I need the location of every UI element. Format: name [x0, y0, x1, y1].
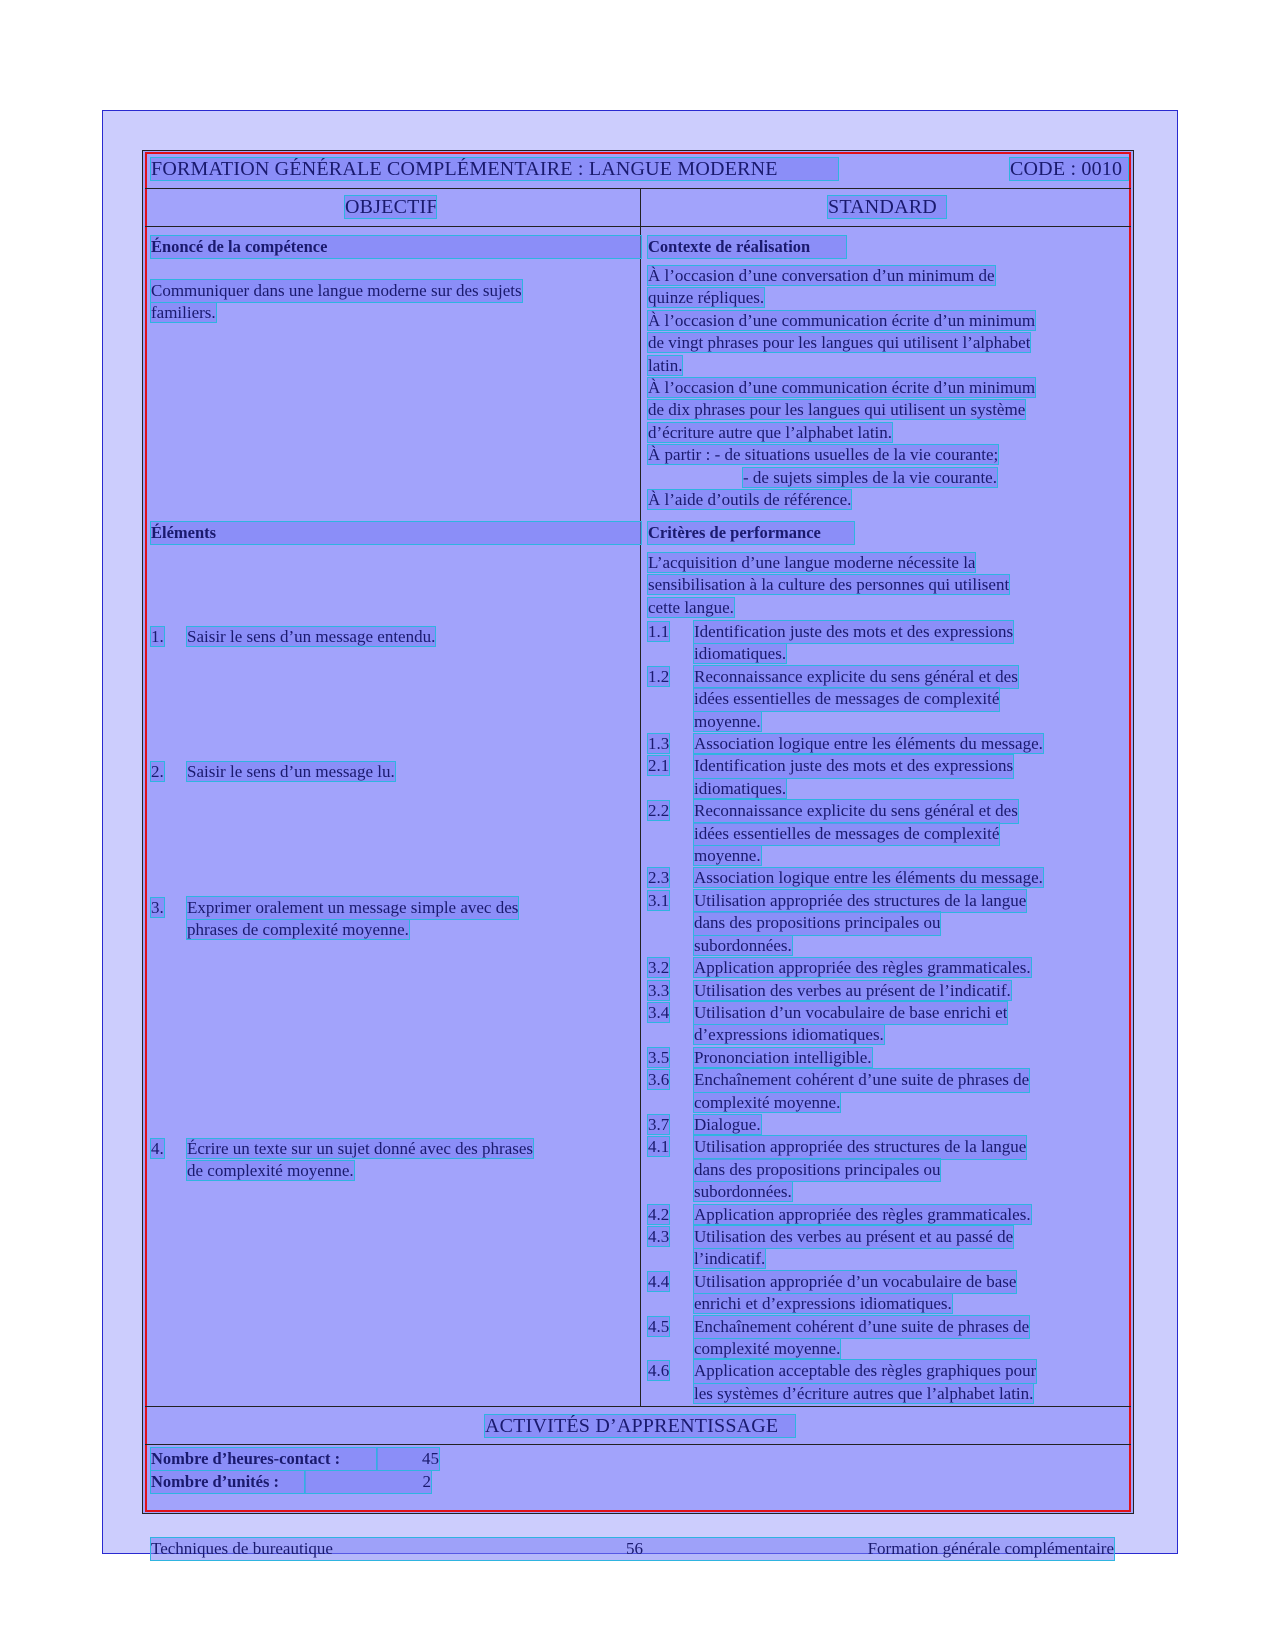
activities-title: ACTIVITÉS D’APPRENTISSAGE	[485, 1415, 795, 1437]
page-footer	[151, 1538, 1114, 1560]
context-line: À l’occasion d’une communication écrite d’un minimum	[648, 310, 1036, 330]
criterion-1-2	[648, 666, 1126, 733]
criterion-text: Dialogue.	[694, 1114, 761, 1134]
criterion-text: subordonnées.	[694, 1182, 792, 1202]
criterion-text: Utilisation appropriée des structures de la langue	[694, 890, 1026, 912]
criterion-4-6	[648, 1360, 1126, 1405]
context-line: À l’occasion d’une communication écrite d’un minimum	[648, 378, 1036, 398]
criterion-text: Application appropriée des règles grammaticales.	[694, 1204, 1031, 1224]
element-item	[151, 897, 631, 942]
criterion-text: d’expressions idiomatiques.	[694, 1025, 884, 1045]
criterion-2-3	[648, 867, 1126, 889]
columns-vertical-divider	[640, 188, 641, 226]
criterion-number: 4.1	[648, 1137, 670, 1157]
context-line: latin.	[648, 355, 683, 375]
criteria-intro-line: sensibilisation à la culture des personnes qui utilisent	[648, 575, 1010, 595]
criterion-number: 1.3	[648, 734, 670, 754]
form-title: FORMATION GÉNÉRALE COMPLÉMENTAIRE : LANGUE MODERNE	[151, 158, 838, 180]
course-code: CODE : 0010	[1010, 158, 1128, 180]
criterion-text: Identification juste des mots et des expressions	[694, 755, 1013, 777]
criterion-number: 3.7	[648, 1114, 670, 1134]
criteria-intro-line: cette langue.	[648, 597, 734, 617]
criterion-text: Utilisation d’un vocabulaire de base enrichi et	[694, 1002, 1007, 1024]
element-text: Saisir le sens d’un message entendu.	[187, 627, 436, 646]
element-number: 2.	[151, 762, 164, 781]
context-line: - de sujets simples de la vie courante.	[743, 467, 997, 487]
criterion-number: 2.2	[648, 801, 670, 821]
footer-section: Formation générale complémentaire	[867, 1539, 1114, 1558]
criteria-intro-line: L’acquisition d’une langue moderne nécessite la	[648, 553, 976, 572]
criterion-3-7	[648, 1114, 1126, 1136]
context-line: de vingt phrases pour les langues qui utilisent l’alphabet	[648, 333, 1031, 353]
criterion-text: idiomatiques.	[694, 644, 787, 664]
criterion-number: 2.1	[648, 756, 670, 776]
element-text: Exprimer oralement un message simple avec des	[187, 897, 518, 919]
element-text: de complexité moyenne.	[187, 1161, 354, 1181]
criterion-1-1	[648, 621, 1126, 666]
criterion-4-3	[648, 1226, 1126, 1271]
element-item	[151, 761, 631, 783]
criterion-number: 3.3	[648, 980, 670, 1000]
element-number: 4.	[151, 1139, 164, 1158]
hours-value: 45	[377, 1448, 439, 1470]
criterion-3-2	[648, 957, 1126, 979]
criterion-text: Utilisation des verbes au présent de l’indicatif.	[694, 980, 1011, 1000]
criterion-number: 4.6	[648, 1361, 670, 1381]
criterion-text: dans des propositions principales ou	[694, 912, 940, 934]
criterion-3-5	[648, 1047, 1126, 1069]
competence-line: Communiquer dans une langue moderne sur des sujets	[151, 280, 522, 302]
criterion-text: l’indicatif.	[694, 1249, 766, 1269]
criterion-text: Association logique entre les éléments du message.	[694, 734, 1043, 754]
activities-bottom-divider	[145, 1444, 1131, 1445]
criterion-2-1	[648, 755, 1126, 800]
criterion-3-4	[648, 1002, 1126, 1047]
criteria-intro	[648, 552, 1126, 619]
criterion-text: Utilisation appropriée d’un vocabulaire de base	[694, 1271, 1016, 1293]
activities-top-divider	[145, 1406, 1131, 1407]
criterion-number: 3.5	[648, 1047, 670, 1067]
criterion-text: Application acceptable des règles graphiques pour	[694, 1360, 1036, 1382]
criterion-text: Identification juste des mots et des expressions	[694, 621, 1013, 643]
criterion-text: Enchaînement cohérent d’une suite de phrases de	[694, 1316, 1029, 1338]
context-text	[648, 265, 1126, 511]
criterion-text: Reconnaissance explicite du sens général et des	[694, 666, 1018, 688]
criterion-text: Association logique entre les éléments du message.	[694, 868, 1043, 888]
criterion-number: 4.4	[648, 1271, 670, 1291]
criterion-text: complexité moyenne.	[694, 1092, 841, 1112]
criterion-number: 1.2	[648, 666, 670, 686]
footer-page-number: 56	[626, 1539, 643, 1558]
criterion-number: 3.4	[648, 1002, 670, 1022]
criterion-text: enrichi et d’expressions idiomatiques.	[694, 1294, 952, 1314]
columns-divider	[145, 226, 1131, 227]
context-line: de dix phrases pour les langues qui utilisent un système	[648, 400, 1026, 420]
element-number: 3.	[151, 898, 164, 917]
criterion-number: 4.3	[648, 1226, 670, 1246]
criterion-text: dans des propositions principales ou	[694, 1159, 940, 1181]
criterion-3-3	[648, 980, 1126, 1002]
criterion-number: 2.3	[648, 868, 670, 888]
competence-heading: Énoncé de la compétence	[151, 236, 641, 258]
context-line: quinze répliques.	[648, 288, 765, 308]
hours-label: Nombre d’heures-contact :	[151, 1448, 377, 1470]
criterion-number: 3.6	[648, 1070, 670, 1090]
criterion-number: 3.1	[648, 890, 670, 910]
body-vertical-divider	[640, 226, 641, 1406]
criterion-4-1	[648, 1136, 1126, 1203]
context-line: d’écriture autre que l’alphabet latin.	[648, 422, 893, 442]
competence-line: familiers.	[151, 303, 216, 323]
criteria-heading: Critères de performance	[648, 522, 854, 544]
criterion-text: subordonnées.	[694, 935, 792, 955]
context-heading: Contexte de réalisation	[648, 236, 846, 258]
criterion-number: 4.2	[648, 1204, 670, 1224]
criterion-text: complexité moyenne.	[694, 1339, 841, 1358]
criterion-text: les systèmes d’écriture autres que l’alphabet latin.	[694, 1383, 1034, 1403]
criterion-2-2	[648, 800, 1126, 867]
element-text: Saisir le sens d’un message lu.	[187, 762, 395, 781]
footer-program: Techniques de bureautique	[151, 1539, 333, 1558]
elements-heading: Éléments	[151, 522, 641, 544]
criterion-4-4	[648, 1271, 1126, 1316]
criterion-number: 1.1	[648, 622, 670, 641]
element-item	[151, 626, 631, 648]
units-label: Nombre d’unités :	[151, 1471, 305, 1493]
criterion-number: 3.2	[648, 958, 670, 978]
competence-text	[151, 280, 616, 325]
criterion-4-2	[648, 1204, 1126, 1226]
criterion-text: Utilisation appropriée des structures de la langue	[694, 1136, 1026, 1158]
criterion-text: idiomatiques.	[694, 778, 787, 798]
element-item	[151, 1138, 641, 1183]
criteria-list	[648, 621, 1126, 1405]
units-value: 2	[305, 1471, 431, 1493]
criterion-text: moyenne.	[694, 846, 761, 866]
element-text: phrases de complexité moyenne.	[187, 920, 409, 940]
criterion-text: idées essentielles de messages de complexité	[694, 688, 999, 710]
element-text: Écrire un texte sur un sujet donné avec des phrases	[187, 1139, 534, 1158]
criterion-text: idées essentielles de messages de complexité	[694, 823, 999, 845]
criterion-text: Utilisation des verbes au présent et au passé de	[694, 1226, 1013, 1248]
criterion-3-1	[648, 890, 1126, 957]
criterion-text: moyenne.	[694, 711, 761, 731]
criterion-text: Application appropriée des règles grammaticales.	[694, 958, 1031, 978]
column-objectif: OBJECTIF	[345, 196, 438, 218]
criterion-4-5	[648, 1316, 1126, 1361]
criterion-1-3	[648, 733, 1126, 755]
criterion-text: Prononciation intelligible.	[694, 1047, 872, 1067]
criterion-text: Enchaînement cohérent d’une suite de phrases de	[694, 1069, 1029, 1091]
context-line: À partir : - de situations usuelles de la vie courante;	[648, 445, 999, 465]
criterion-number: 4.5	[648, 1316, 670, 1336]
criterion-3-6	[648, 1069, 1126, 1114]
criterion-text: Reconnaissance explicite du sens général et des	[694, 800, 1018, 822]
column-standard: STANDARD	[828, 196, 946, 218]
context-line: À l’occasion d’une conversation d’un minimum de	[648, 266, 995, 285]
header-divider	[145, 188, 1131, 189]
context-line: À l’aide d’outils de référence.	[648, 490, 852, 510]
element-number: 1.	[151, 627, 164, 646]
